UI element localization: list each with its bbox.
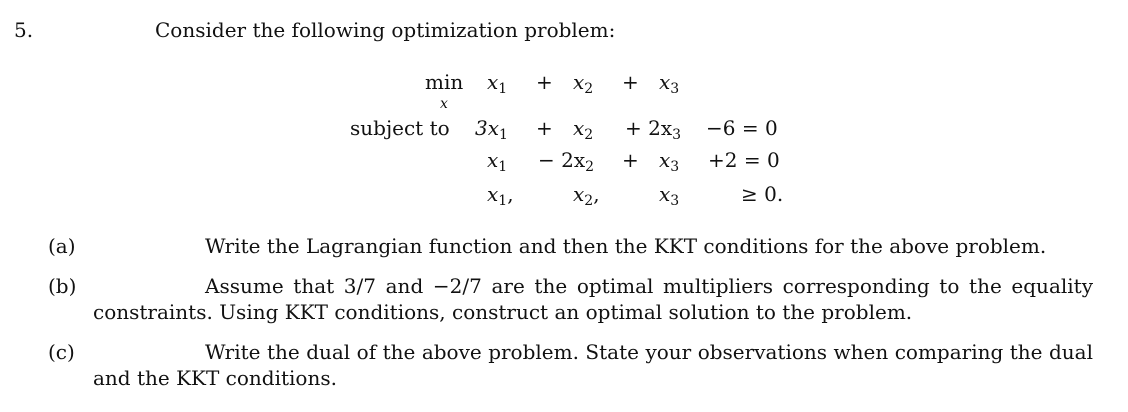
nonneg-term-2: $x_2$,: [573, 182, 600, 209]
part-b-text-line-1: Assume that 3/7 and −2/7 are the optimal multipliers corresponding to the equality: [205, 274, 1093, 298]
constraint-1-term-2: $x_2$: [573, 116, 594, 143]
objective-plus-1: +: [536, 70, 553, 94]
constraint-2-term-1: $x_1$: [487, 148, 508, 175]
part-c-text-line-1: Write the dual of the above problem. State your observations when comparing the dual: [205, 340, 1093, 364]
part-b-label: (b): [48, 274, 77, 298]
part-c-text-line-2: and the KKT conditions.: [93, 366, 337, 390]
part-a-text: Write the Lagrangian function and then the KKT conditions for the above problem.: [205, 234, 1047, 258]
nonneg-term-1: $x_1$,: [487, 182, 514, 209]
part-c-label: (c): [48, 340, 75, 364]
problem-intro: Consider the following optimization problem:: [155, 18, 616, 42]
part-a-label: (a): [48, 234, 76, 258]
constraint-2-term-2: − $2x_2$: [538, 148, 595, 175]
constraint-2-term-3: $x_3$: [659, 148, 680, 175]
constraint-1-plus: +: [536, 116, 553, 140]
objective-term-2: $x_2$: [573, 70, 594, 97]
min-subscript: x: [440, 96, 448, 112]
constraint-2-plus: +: [622, 148, 639, 172]
nonneg-rhs: ≥ 0.: [741, 182, 784, 206]
objective-plus-2: +: [622, 70, 639, 94]
constraint-1-term-3: + $2x_3$: [625, 116, 682, 143]
problem-number: 5.: [14, 18, 34, 42]
constraint-1-rhs: −6 = 0: [706, 116, 778, 140]
subject-to-label: subject to: [350, 116, 450, 140]
min-operator: min: [425, 70, 464, 94]
constraint-1-term-1: $3x_1$: [475, 116, 508, 143]
constraint-2-rhs: +2 = 0: [708, 148, 780, 172]
part-b-text-line-2: constraints. Using KKT conditions, construct an optimal solution to the problem.: [93, 300, 913, 324]
objective-term-1: $x_1$: [487, 70, 508, 97]
objective-term-3: $x_3$: [659, 70, 680, 97]
nonneg-term-3: $x_3$: [659, 182, 680, 209]
